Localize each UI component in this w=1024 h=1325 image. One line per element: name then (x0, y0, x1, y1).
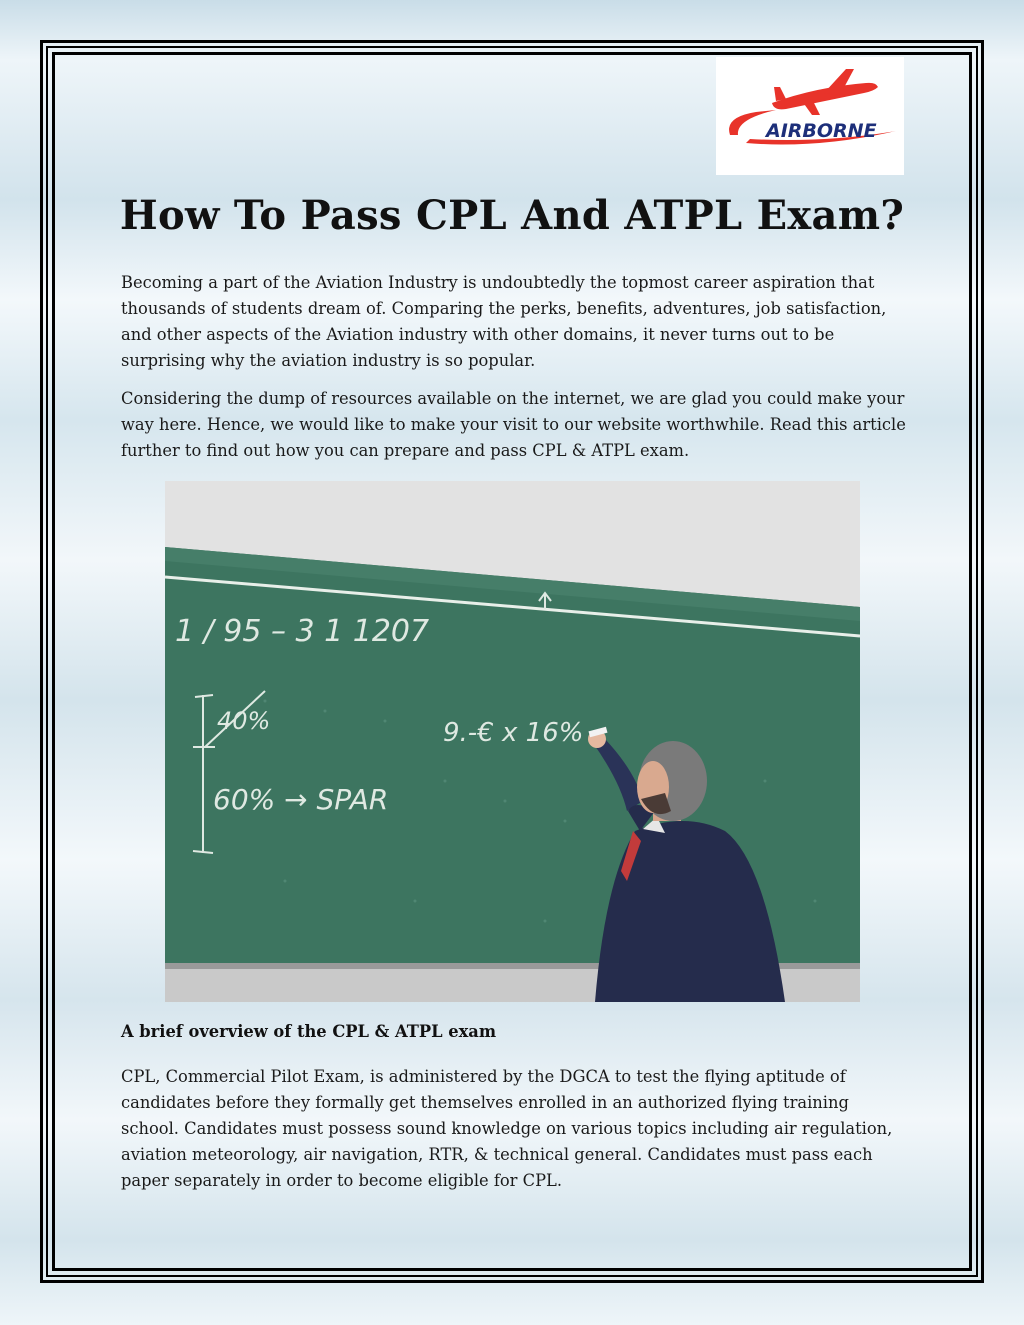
intro-paragraph: Becoming a part of the Aviation Industry is undoubtedly the topmost career aspiration that thousands of students dream of. Comparing the perks, benefits, adventures, job satisfaction, and other aspects of the Aviation industry with other domains, it never turns out to be surprising why the aviation industry is so popular. (121, 273, 887, 370)
logo-text: AIRBORNE (766, 120, 877, 142)
second-paragraph: Considering the dump of resources available on the internet, we are glad you could make your way here. Hence, we would like to make your visit to our website worthwhile. Read this article further to find out how you can prepare and pass CPL & ATPL exam. (121, 389, 906, 460)
chalkboard-photo (165, 481, 860, 1002)
chalk-line-2: 40% (217, 707, 271, 735)
section-heading: A brief overview of the CPL & ATPL exam (121, 1022, 497, 1041)
page-title: How To Pass CPL And ATPL Exam? (119, 192, 905, 239)
cpl-paragraph: CPL, Commercial Pilot Exam, is administered by the DGCA to test the flying aptitude of candidates before they formally get themselves enrolled in an authorized flying training school. Candidates must possess sound knowledge on various topics including air regulation, aviation meteorology, air navigation, RTR, & technical general. Candidates must pass each paper separately in order to become eligible for CPL. (121, 1067, 893, 1190)
chalk-line-4: 60% → SPAR (213, 783, 389, 816)
airborne-logo (716, 57, 904, 175)
chalk-line-3: 9.-€ x 16% (443, 718, 584, 748)
airplane-icon (716, 57, 904, 175)
chalk-line-1: 1 / 95 – 3 1 1207 (175, 614, 430, 649)
